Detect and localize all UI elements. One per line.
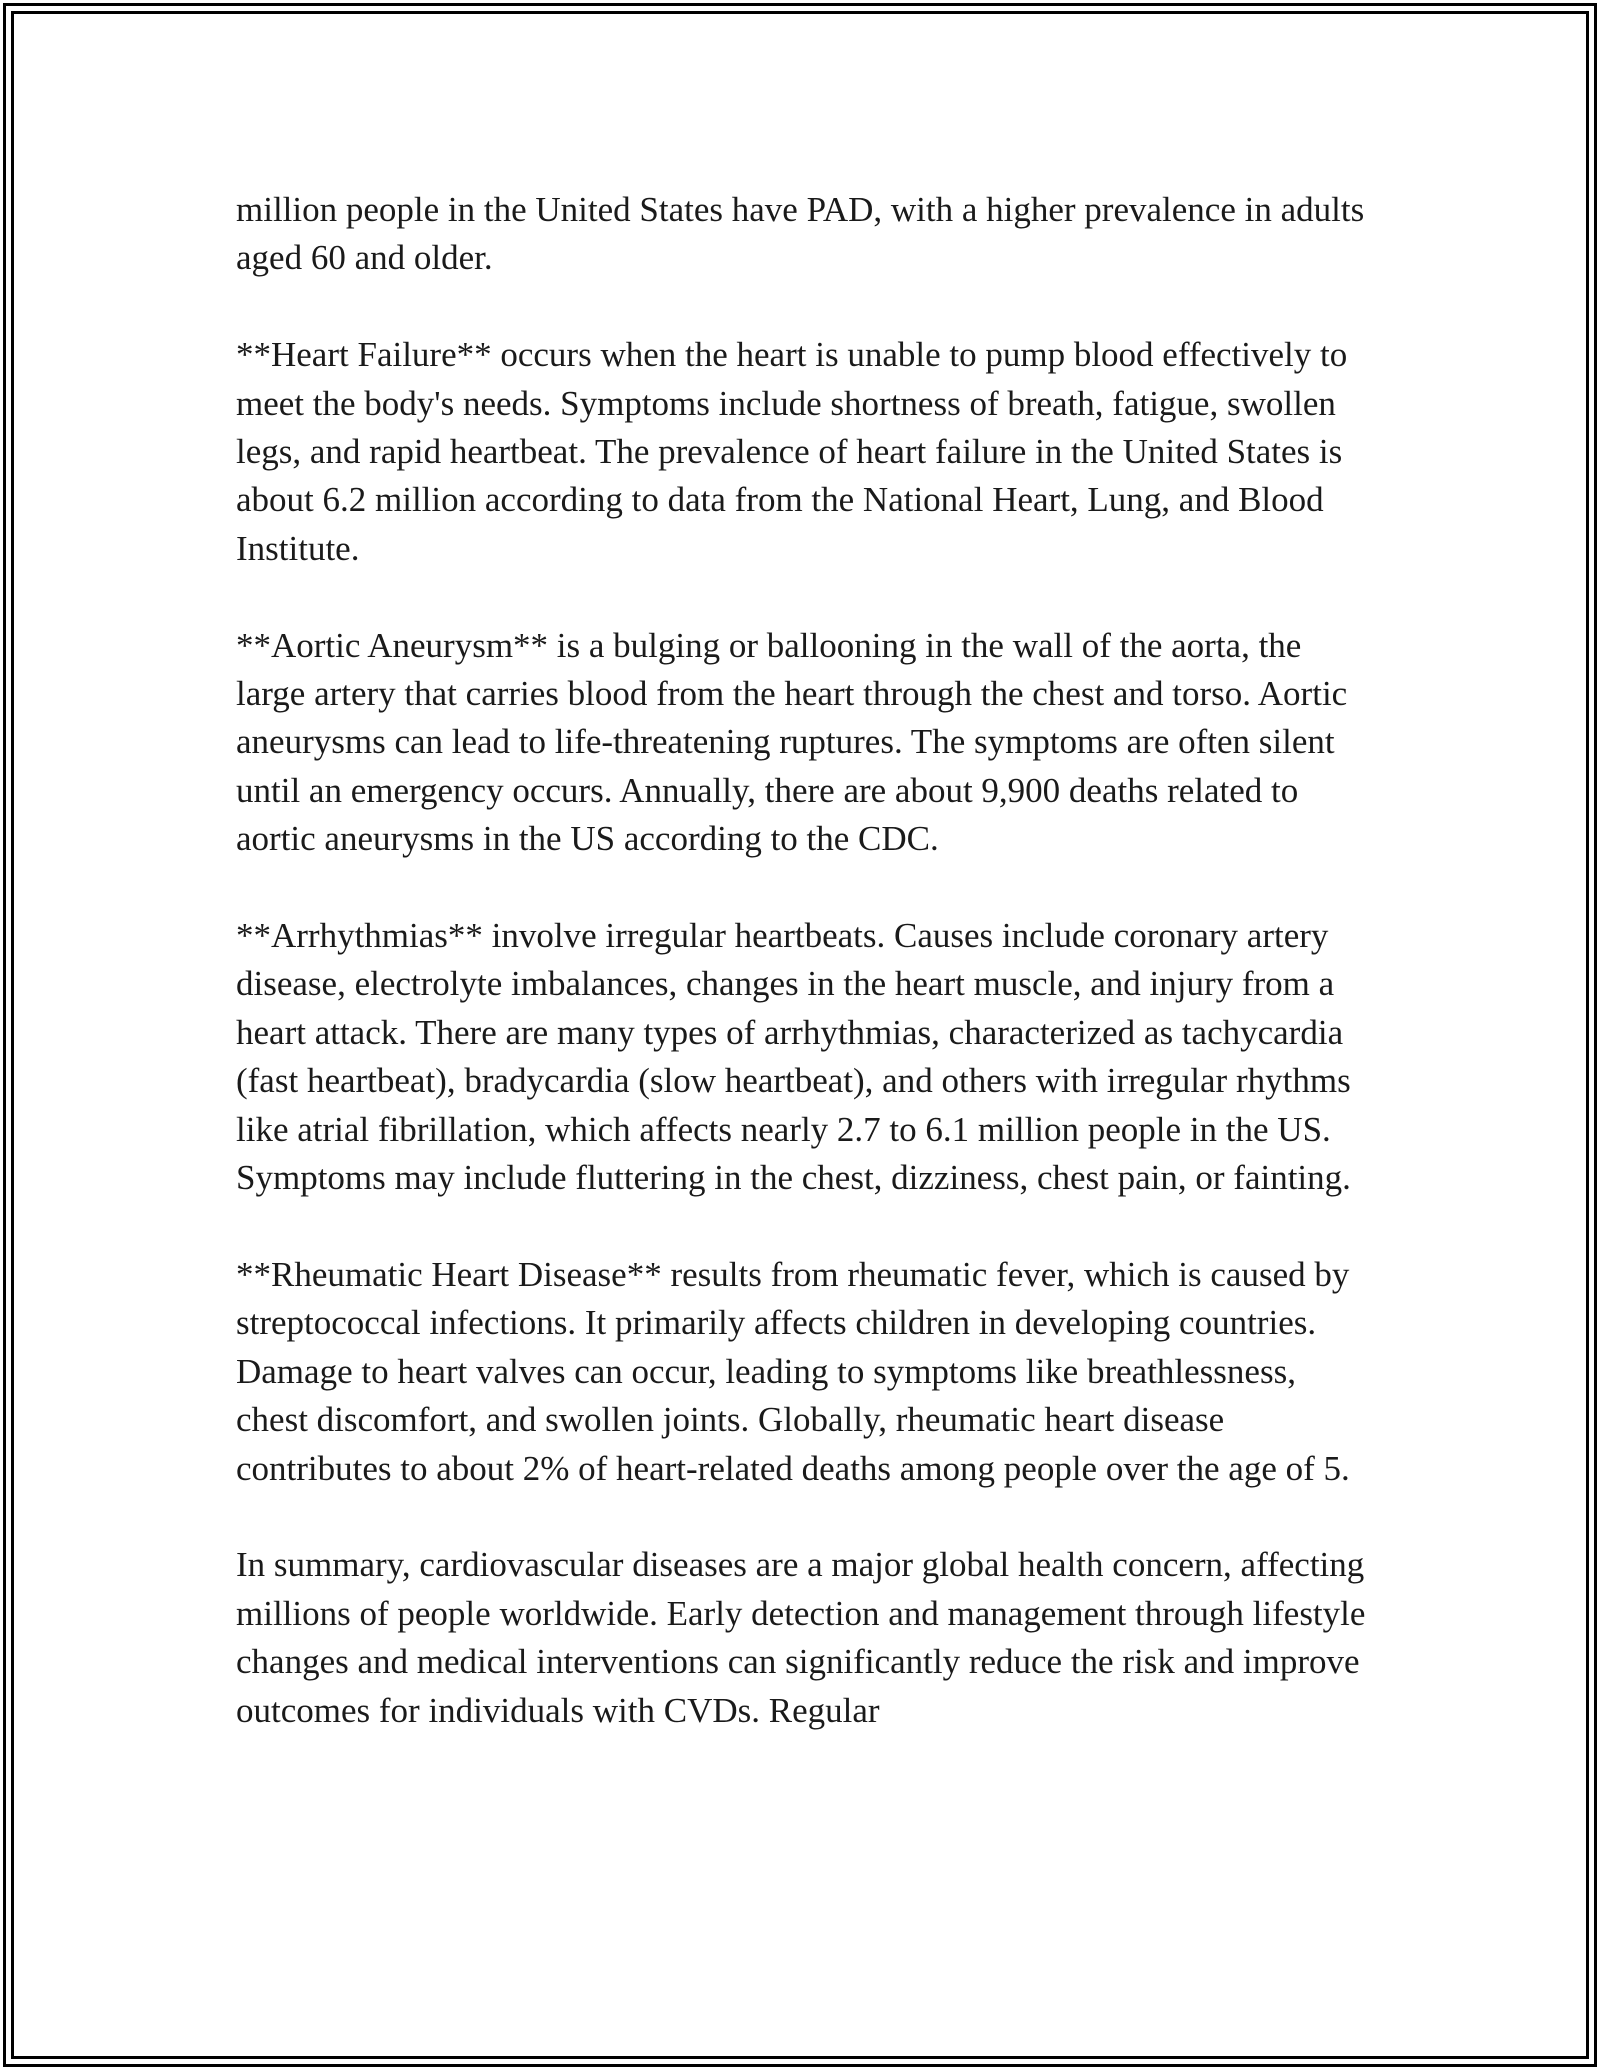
paragraph-aortic-aneurysm: **Aortic Aneurysm** is a bulging or ballooning in the wall of the aorta, the large artery that carries blood from the heart through the chest and torso. Aortic aneurysms can lead to life-threatening ruptures. The symptoms are often silent until an emergency occurs. Annually, there are about 9,900 deaths related to aortic aneurysms in the US according to the CDC. [236, 625, 1348, 859]
document-body [236, 186, 1376, 1735]
paragraph-pad-continuation: million people in the United States have PAD, with a higher prevalence in adults aged 60 and older. [236, 190, 1365, 278]
paragraph-rheumatic-heart-disease: **Rheumatic Heart Disease** results from rheumatic fever, which is caused by streptococcal infections. It primarily affects children in developing countries. Damage to heart valves can occur, leading to symptoms like breathlessness, chest discomfort, and swollen joints. Globally, rheumatic heart disease contributes to about 2% of heart-related deaths among people over the age of 5. [236, 1254, 1350, 1488]
paragraph-summary: In summary, cardiovascular diseases are a major global health concern, affecting millions of people worldwide. Early detection and management through lifestyle changes and medical interventions can significantly reduce the risk and improve outcomes for individuals with CVDs. Regular [236, 1545, 1366, 1730]
paragraph-heart-failure: **Heart Failure** occurs when the heart is unable to pump blood effectively to meet the body's needs. Symptoms include shortness of breath, fatigue, swollen legs, and rapid heartbeat. The prevalence of heart failure in the United States is about 6.2 million according to data from the National Heart, Lung, and Blood Institute. [236, 335, 1348, 568]
paragraph-arrhythmias: **Arrhythmias** involve irregular heartbeats. Causes include coronary artery disease, electrolyte imbalances, changes in the heart muscle, and injury from a heart attack. There are many types of arrhythmias, characterized as tachycardia (fast heartbeat), bradycardia (slow heartbeat), and others with irregular rhythms like atrial fibrillation, which affects nearly 2.7 to 6.1 million people in the US. Symptoms may include fluttering in the chest, dizziness, chest pain, or fainting. [236, 916, 1351, 1198]
